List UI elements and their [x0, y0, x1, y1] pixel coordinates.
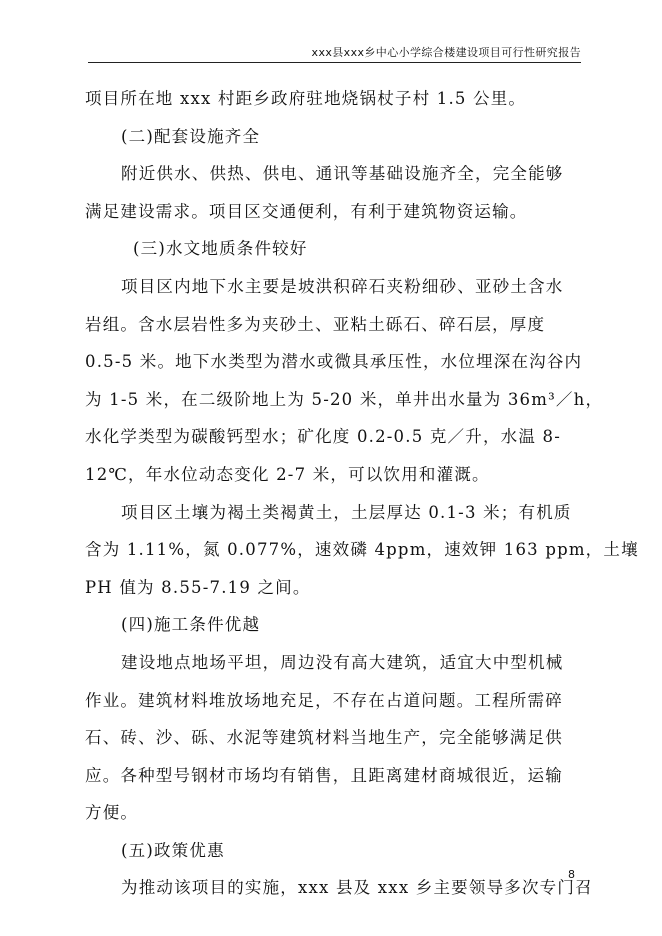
text-line: 含为 1.11%，氮 0.077%，速效磷 4ppm，速效钾 163 ppm，土壤 — [85, 540, 639, 560]
text-line: 应。各种型号钢材市场均有销售，且距离建材商城很近，运输 — [85, 765, 563, 785]
text-line: 项目区土壤为褐土类褐黄土，土层厚达 0.1-3 米；有机质 — [121, 502, 572, 522]
text-line: 项目所在地 xxx 村距乡政府驻地烧锅杖子村 1.5 公里。 — [85, 89, 527, 108]
text-line: 水化学类型为碳酸钙型水；矿化度 0.2-0.5 克／升，水温 8- — [85, 427, 561, 447]
text-line: 作业。建筑材料堆放场地充足，不存在占道问题。工程所需碎 — [85, 690, 563, 710]
section-heading: (三)水文地质条件较好 — [133, 239, 308, 259]
text-line: 附近供水、供热、供电、通讯等基础设施齐全，完全能够 — [121, 164, 564, 184]
section-heading: (二)配套设施齐全 — [121, 126, 261, 146]
text-line: PH 值为 8.55-7.19 之间。 — [85, 577, 311, 597]
text-line: 项目区内地下水主要是坡洪积碎石夹粉细砂、亚砂土含水 — [121, 276, 564, 296]
header-title: xxx县xxx乡中心小学综合楼建设项目可行性研究报告 — [311, 46, 581, 59]
page-header — [88, 42, 581, 63]
page-number: 8 — [568, 868, 575, 881]
document-body — [85, 80, 639, 907]
section-heading: (五)政策优惠 — [121, 840, 225, 860]
text-line: 为 1-5 米，在二级阶地上为 5-20 米，单井出水量为 36m³／h， — [85, 389, 604, 409]
text-line: 石、砖、沙、砾、水泥等建筑材料当地生产，完全能够满足供 — [85, 728, 563, 748]
section-heading: (四)施工条件优越 — [121, 615, 261, 635]
text-line: 为推动该项目的实施，xxx 县及 xxx 乡主要领导多次专门召 — [121, 878, 593, 898]
text-line: 0.5-5 米。地下水类型为潜水或微具承压性，水位埋深在沟谷内 — [85, 352, 583, 372]
text-line: 建设地点地场平坦，周边没有高大建筑，适宜大中型机械 — [121, 652, 564, 672]
text-line: 满足建设需求。项目区交通便利，有利于建筑物资运输。 — [85, 201, 528, 221]
text-line: 岩组。含水层岩性多为夹砂土、亚粘土砾石、碎石层，厚度 — [85, 314, 546, 334]
text-line: 方便。 — [85, 803, 139, 823]
text-line: 12℃，年水位动态变化 2-7 米，可以饮用和灌溉。 — [85, 464, 490, 484]
